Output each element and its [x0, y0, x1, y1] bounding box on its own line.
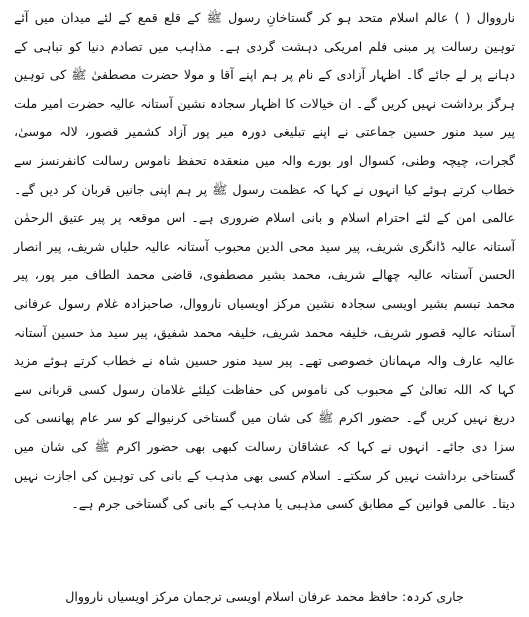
issued-by-footer: جاری کردہ: حافظ محمد عرفان اسلام اویسی ترجمان مرکز اویسیاں نارووال: [65, 589, 464, 604]
article-body: نارووال ( ) عالم اسلام متحد ہو کر گستاخانِ رسول ﷺ کے قلع قمع کے لئے میدان میں آئے توہین رسالت پر مبنی فلم امریکی دہشت گردی ہے۔ مذاہب میں تصادم دنیا کو تباہی کے دہانے پر لے جائے گا۔ اظہار آزادی کے نام پر ہم اپنے آقا و مولا حضرت مصطفیٰ ﷺ کی توہین ہرگز برداشت نہیں کریں گے۔ ان خیالات کا اظہار سجادہ نشین آستانہ عالیہ حضرت امیر ملت پیر سید منور حسین جماعتی نے اپنے تبلیغی دورہ میر پور آزاد کشمیر قصور، لالہ موسیٰ، گجرات، چیچہ وطنی، کسوال اور بورے والہ میں منعقدہ تحفظ ناموس رسالت کانفرنسز سے خطاب کرتے ہوئے کیا انہوں نے کہا کہ عظمت رسول ﷺ پر ہم اپنی جانیں قربان کر دیں گے۔ عالمی امن کے لئے احترام اسلام و بانی اسلام ضروری ہے۔ اس موقعہ پر پیر عتیق الرحمٰن آستانہ عالیہ ڈانگری شریف، پیر سید محی الدین محبوب آستانہ عالیہ حلیاں شریف، پیر انصار الحسن آستانہ عالیہ چھالے شریف، محمد بشیر مصطفوی، قاضی محمد الطاف میر پور، پیر محمد تبسم بشیر اویسی سجادہ نشین مرکز اویسیاں نارووال، صاحبزادہ غلام رسول عرفانی آستانہ عالیہ قصور شریف، خلیفہ محمد شریف، خلیفہ محمد شفیق، پیر سید مذ حسین آستانہ عالیہ عارف والہ مہمانان خصوصی تھے۔ پیر سید منور حسین شاہ نے خطاب کرتے ہوئے مزید کہا کہ اللہ تعالیٰ کے محبوب کی ناموس کی حفاظت کیلئے غلامان رسول کسی قربانی سے دریغ نہیں کریں گے۔ حضور اکرم ﷺ کی شان میں گستاخی کرنیوالے کو سر عام پھانسی کی سزا دی جائے۔ انہوں نے کہا کہ عشاقان رسالت کبھی بھی حضور اکرم ﷺ کی شان میں گستاخی برداشت نہیں کر سکتے۔ اسلام کسی بھی مذہب کے بانی کی توہین کی اجازت نہیں دیتا۔ عالمی قوانین کے مطابق کسی مذہبی یا مذہب کے بانی کی گستاخی جرم ہے۔: [14, 10, 515, 512]
